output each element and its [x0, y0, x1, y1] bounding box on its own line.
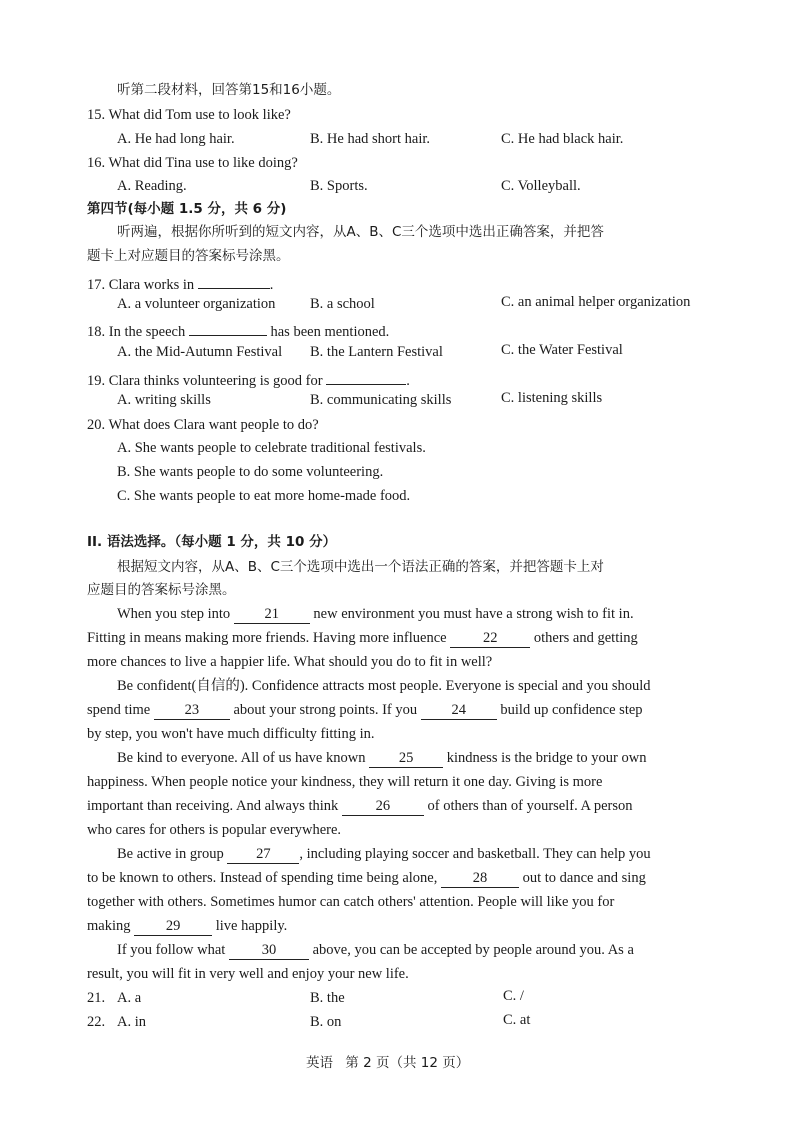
option-a: A. a volunteer organization	[117, 296, 276, 312]
blank-29: 29	[134, 918, 212, 936]
option-a: A. He had long hair.	[117, 131, 235, 147]
question-20: 20. What does Clara want people to do?	[87, 417, 319, 433]
option-a: A. writing skills	[117, 392, 211, 408]
answer-blank	[189, 318, 267, 336]
option-a: A. a	[117, 990, 142, 1006]
option-a: A. in	[117, 1014, 146, 1030]
question-21-number: 21.	[87, 990, 106, 1006]
passage-line: If you follow what 30 above, you can be accepted by people around you. As a	[117, 942, 634, 958]
passage-line: Be confident(自信的). Confidence attracts most people. Everyone is special and you should	[117, 678, 651, 694]
option-a: A. She wants people to celebrate traditional festivals.	[117, 440, 426, 456]
question-number: 15.	[87, 107, 106, 123]
section-intro: 听第二段材料，回答第15和16小题。	[117, 82, 341, 98]
part2-title: II. 语法选择。（每小题 1 分，共 10 分）	[87, 534, 337, 550]
footer-page: 第 2 页（共 12 页）	[345, 1055, 470, 1071]
blank-22: 22	[450, 630, 530, 648]
question-17: 17. Clara works in .	[87, 271, 273, 295]
answer-blank	[198, 271, 270, 289]
passage-line: Fitting in means making more friends. Having more influence 22 others and getting	[87, 630, 638, 646]
passage-line: Be kind to everyone. All of us have known 25 kindness is the bridge to your own	[117, 750, 647, 766]
option-b: B. the Lantern Festival	[310, 344, 443, 360]
passage-line: result, you will fit in very well and enjoy your new life.	[87, 966, 409, 982]
section4-instruction-cont: 题卡上对应题目的答案标号涂黑。	[87, 248, 290, 264]
question-16	[87, 153, 298, 173]
blank-28: 28	[441, 870, 519, 888]
blank-30: 30	[229, 942, 309, 960]
option-c: C. /	[503, 988, 524, 1004]
option-a: A. Reading.	[117, 178, 187, 194]
option-c: C. Volleyball.	[501, 178, 581, 194]
option-c: C. listening skills	[501, 390, 603, 406]
passage-line: together with others. Sometimes humor can catch others' attention. People will like you for	[87, 894, 615, 910]
option-b: B. Sports.	[310, 178, 368, 194]
option-c: C. He had black hair.	[501, 131, 624, 147]
question-text: What did Tina use to like doing?	[108, 155, 298, 171]
question-15	[87, 105, 291, 125]
option-a: A. the Mid-Autumn Festival	[117, 344, 283, 360]
blank-23: 23	[154, 702, 230, 720]
blank-25: 25	[369, 750, 443, 768]
question-18: 18. In the speech has been mentioned.	[87, 318, 389, 342]
option-c: C. at	[503, 1012, 531, 1028]
question-22-number: 22.	[87, 1014, 106, 1030]
passage-line: happiness. When people notice your kindness, they will return it one day. Giving is more	[87, 774, 603, 790]
answer-blank	[326, 367, 406, 385]
passage-line: by step, you won't have much difficulty fitting in.	[87, 726, 375, 742]
option-c: C. an animal helper organization	[501, 294, 691, 310]
page-footer	[306, 1053, 469, 1073]
question-number: 16.	[87, 155, 106, 171]
passage-line: to be known to others. Instead of spending time being alone, 28 out to dance and sing	[87, 870, 646, 886]
passage-line: Be active in group 27 , including playing soccer and basketball. They can help you	[117, 846, 651, 862]
option-b: B. on	[310, 1014, 342, 1030]
passage-line: making 29 live happily.	[87, 918, 288, 934]
option-b: B. communicating skills	[310, 392, 452, 408]
blank-26: 26	[342, 798, 424, 816]
option-b: B. the	[310, 990, 345, 1006]
part2-instruction-cont: 应题目的答案标号涂黑。	[87, 582, 236, 598]
footer-subject: 英语	[306, 1055, 333, 1071]
section4-title: 第四节(每小题 1.5 分，共 6 分)	[87, 201, 287, 217]
question-text: What did Tom use to look like?	[108, 107, 291, 123]
passage-line: When you step into 21 new environment you must have a strong wish to fit in.	[117, 606, 634, 622]
passage-line: who cares for others is popular everywhere.	[87, 822, 342, 838]
passage-line: more chances to live a happier life. What should you do to fit in well?	[87, 654, 493, 670]
option-b: B. He had short hair.	[310, 131, 431, 147]
passage-line: spend time 23 about your strong points. If you 24 build up confidence step	[87, 702, 643, 718]
question-19: 19. Clara thinks volunteering is good for .	[87, 367, 410, 391]
option-b: B. She wants people to do some volunteering.	[117, 464, 384, 480]
passage-line: important than receiving. And always think 26 of others than of yourself. A person	[87, 798, 633, 814]
blank-24: 24	[421, 702, 497, 720]
option-b: B. a school	[310, 296, 375, 312]
blank-27: 27	[227, 846, 299, 864]
option-c: C. the Water Festival	[501, 342, 623, 358]
part2-instruction: 根据短文内容，从A、B、C三个选项中选出一个语法正确的答案，并把答题卡上对	[117, 559, 604, 575]
blank-21: 21	[234, 606, 310, 624]
section4-instruction: 听两遍，根据你所听到的短文内容，从A、B、C三个选项中选出正确答案，并把答	[117, 224, 604, 240]
option-c: C. She wants people to eat more home-made food.	[117, 488, 411, 504]
